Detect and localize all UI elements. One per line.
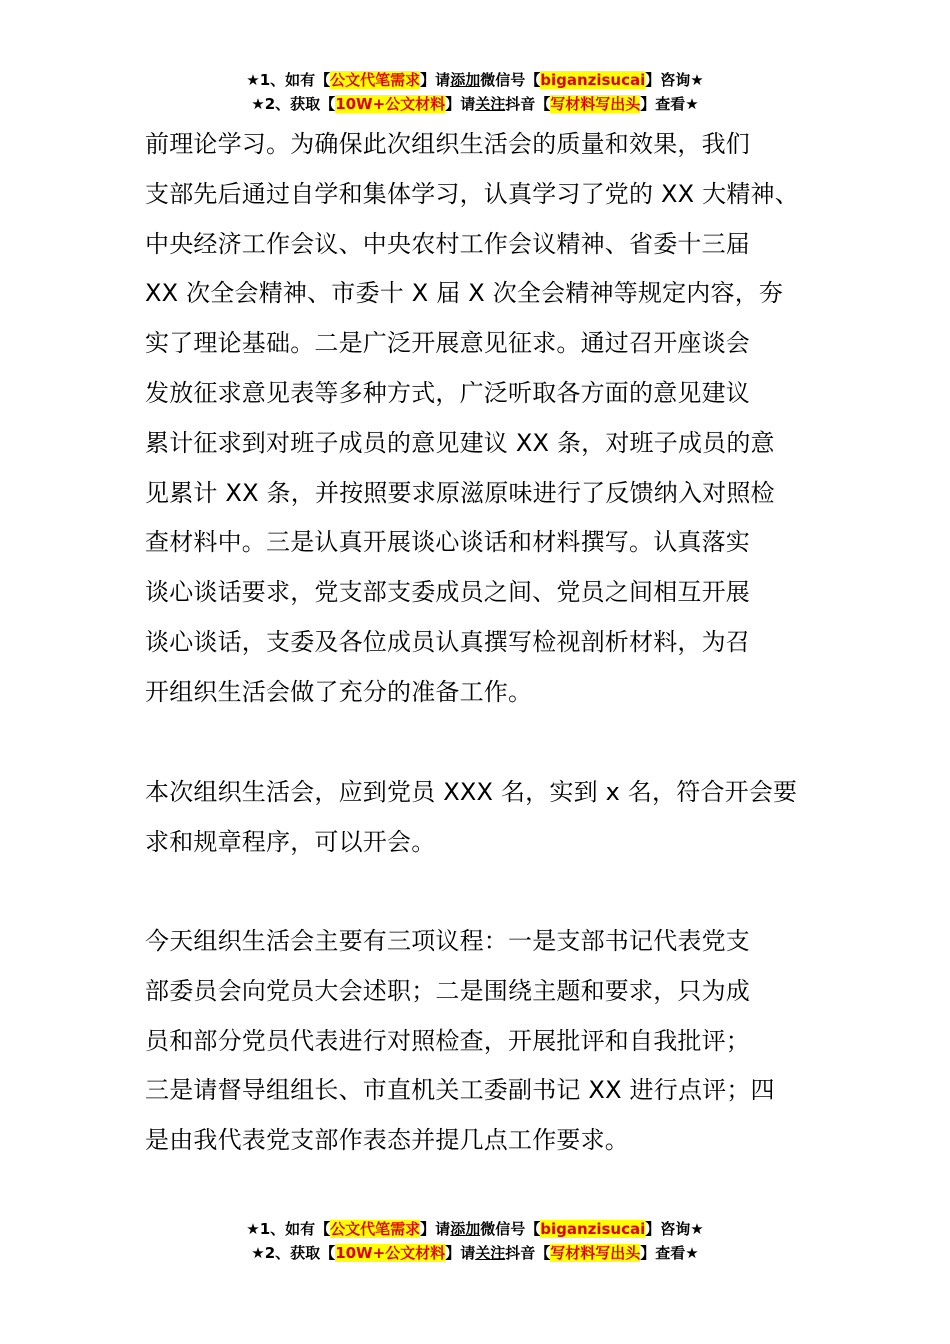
banner-text: 抖音【 [505,1244,551,1262]
highlight-douyin-account: 写材料写出头 [550,95,641,113]
highlight-wechat-id: biganzisucai [540,1220,646,1238]
text-line: 是由我代表党支部作表态并提几点工作要求。 [145,1126,629,1155]
banner-text: 】查看★ [640,95,699,113]
paragraph-agenda [145,917,825,1166]
banner-text: 】咨询★ [645,1220,704,1238]
text-line: 前理论学习。为确保此次组织生活会的质量和效果，我们 [145,130,750,158]
text-line: 累计征求到对班子成员的意见建议 XX 条，对班子成员的意 [145,428,775,457]
banner-text: ★1、如有【 [246,1220,331,1238]
banner-line-2 [0,1241,950,1265]
paragraph-attendance [145,768,825,868]
banner-text-underlined: 添加 [450,1220,481,1238]
banner-text: 】请 [445,95,476,113]
text-line: 谈心谈话，支委及各位成员认真撰写检视剖析材料，为召 [145,627,750,656]
banner-text-underlined: 关注 [475,1244,506,1262]
banner-text: 】请 [420,71,451,89]
banner-line-1 [0,68,950,92]
text-line: 开组织生活会做了充分的准备工作。 [145,677,533,706]
header-ad-banner [0,68,950,116]
text-line: 员和部分党员代表进行对照检查，开展批评和自我批评； [145,1026,750,1055]
banner-text-underlined: 关注 [475,95,506,113]
banner-text: 微信号【 [480,71,541,89]
text-line: 见累计 XX 条，并按照要求原滋原味进行了反馈纳入对照检 [145,478,775,507]
text-line: 实了理论基础。二是广泛开展意见征求。通过召开座谈会 [145,329,750,358]
banner-text: ★2、获取【 [251,1244,336,1262]
banner-line-2 [0,92,950,116]
banner-line-1 [0,1217,950,1241]
footer-ad-banner [0,1217,950,1265]
banner-text: 】查看★ [640,1244,699,1262]
banner-text: 】咨询★ [645,71,704,89]
banner-text: 】请 [420,1220,451,1238]
text-line: 三是请督导组组长、市直机关工委副书记 XX 进行点评；四 [145,1076,775,1105]
banner-text: 】请 [445,1244,476,1262]
highlight-service: 公文代笔需求 [330,71,421,89]
paragraph-preparation [145,120,825,718]
highlight-wechat-id: biganzisucai [540,71,646,89]
banner-text: 抖音【 [505,95,551,113]
text-line: 中央经济工作会议、中央农村工作会议精神、省委十三届 [145,229,750,258]
banner-text-underlined: 添加 [450,71,481,89]
text-line: 查材料中。三是认真开展谈心谈话和材料撰写。认真落实 [145,528,750,557]
text-line: 本次组织生活会，应到党员 XXX 名，实到 x 名，符合开会要 [145,778,798,806]
text-line: 求和规章程序，可以开会。 [145,827,436,856]
banner-text: ★2、获取【 [251,95,336,113]
text-line: 支部先后通过自学和集体学习，认真学习了党的 XX 大精神、 [145,179,799,208]
highlight-materials: 10W+公文材料 [335,1244,446,1262]
text-line: 谈心谈话要求，党支部支委成员之间、党员之间相互开展 [145,578,750,607]
text-line: 发放征求意见表等多种方式，广泛听取各方面的意见建议 [145,378,750,407]
highlight-materials: 10W+公文材料 [335,95,446,113]
highlight-service: 公文代笔需求 [330,1220,421,1238]
banner-text: ★1、如有【 [246,71,331,89]
text-line: 部委员会向党员大会述职；二是围绕主题和要求，只为成 [145,976,750,1005]
text-line: XX 次全会精神、市委十 X 届 X 次全会精神等规定内容，夯 [145,279,784,308]
banner-text: 微信号【 [480,1220,541,1238]
text-line: 今天组织生活会主要有三项议程：一是支部书记代表党支 [145,927,750,955]
highlight-douyin-account: 写材料写出头 [550,1244,641,1262]
